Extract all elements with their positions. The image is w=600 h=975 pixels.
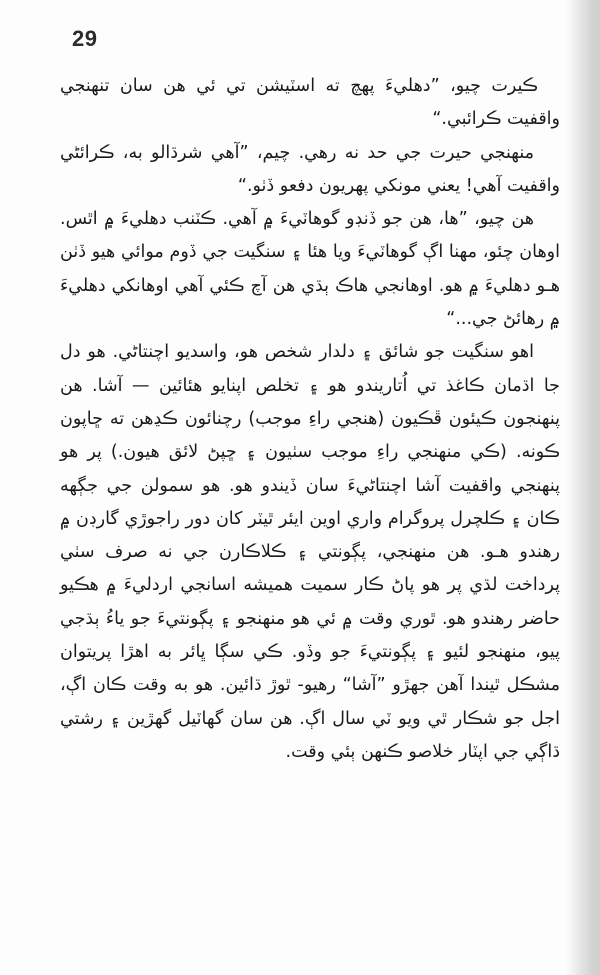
- paragraph-4: اهو سنگيت جو شائق ۽ دلدار شخص هو، واسديو اچنتاڻي. هو دل جا اڌمان ڪاغذ تي اُتاريندو هو ۽ تخلص اپنايو هئائين — آشا. هن پنهنجون ڪيئون ڦڪيون (هنجي راءِ موجب) رچنائون ڪڍهن ته ڇاپون ڪونه. (ڪي منهنجي راءِ موجب سٺيون ۽ ڇپڻ لائق هيون.) پر هو پنهنجي واقفيت آشا اچنتاڻيءَ سان ڏيندو هو. هو سمولن جي جڳهه ڪان ۽ ڪلچرل پروگرام واري اوين ايئر ٿيٽر کان دور راجوڙي گارڊن ۾ رهندو هـو. هن منهنجي، پڳونتي ۽ ڪلاڪارن جي نه صرف سٺي پرداخت لڌي پر هو پاڻ ڪار سميت هميشه اسانجي اردليءَ ۾ هڪيو حاضر رهندو هو. ٿوري وقت ۾ ئي هو منهنجو ۽ پڳونتيءَ جو ياءُ ٻڌجي پيو، منهنجو لئيو ۽ پڳونتيءَ جو وڏو. ڪي سڳا ڀائر به اهڙا پريتوان مشڪل ٿيندا آهن جهڙو ”آشا“ رهيو- ٿوڙ ڌائين. هو به وقت ڪان اڳ، اجل جو شڪار ٿي ويو ٽي سال اڳ. هن سان گهاٽيل گهڙين ۽ رشتي ڌاڳي جي اپٽار خلاصو ڪنهن ٻئي وقت.: [60, 342, 560, 762]
- paragraph-2: منهنجي حيرت جي حد نه رهي. چيم، ”آهي شرڌالو به، ڪرائڻي واقفيت آهي! يعني مونکي پهريون دفعو ڏٺو.“: [60, 142, 560, 196]
- page-edge-shadow: [566, 0, 600, 975]
- body-text: [60, 70, 560, 769]
- paragraph-3: هن چيو، ”ها، هن جو ڏنڊو گوهاٽيءَ ۾ آهي. ڪٽنب دهليءَ ۾ اٿس. اوهان چئو، مهنا اڳ گوهاٽيءَ ويا هئا ۽ سنگيت جي ڏوم موائي هيو ڏٺن هـو دهليءَ ۾ هو. اوهانجي هاڪ ٻڌي هن آچ ڪئي آهي اوهانکي دهليءَ ۾ رهائڻ جي...“: [60, 209, 560, 330]
- paragraph-1: ڪيرت چيو، ”دهليءَ پهچ ته اسٽيشن تي ئي هن سان تنهنجي واقفيت ڪرائبي.“: [60, 76, 560, 130]
- page-number: 29: [72, 26, 98, 51]
